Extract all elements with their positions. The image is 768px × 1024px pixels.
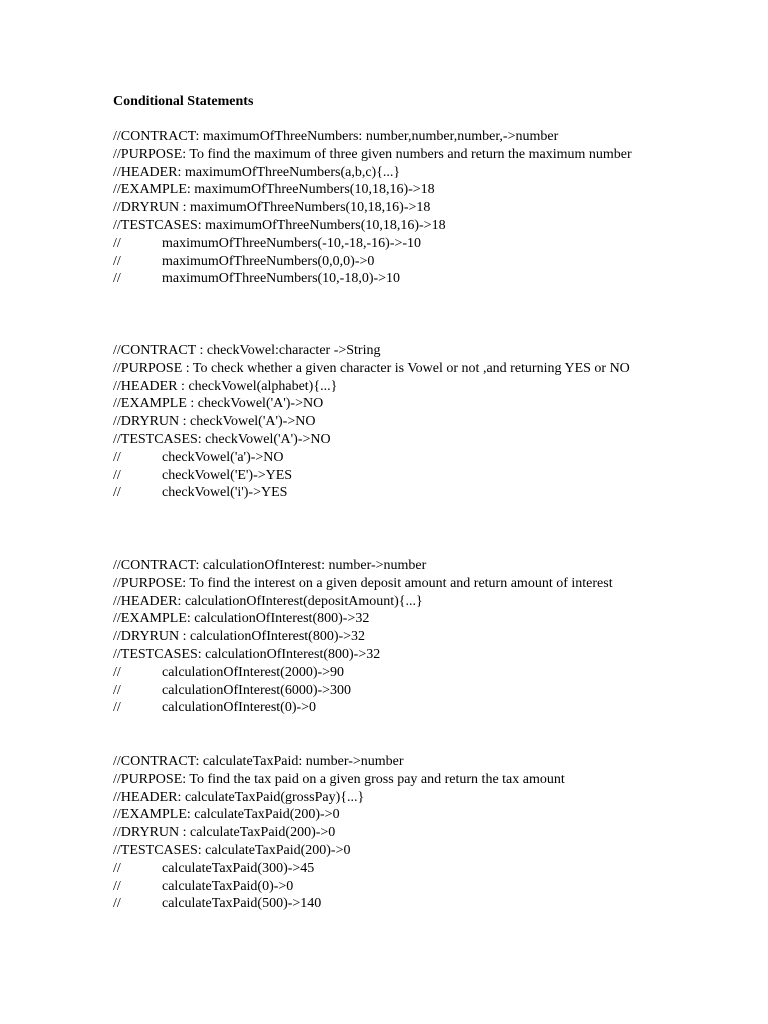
test-case-text: checkVowel('E')->YES <box>162 467 293 483</box>
testcases-line: //TESTCASES: calculationOfInterest(800)->32 <box>113 646 381 662</box>
contract-line: //CONTRACT: calculateTaxPaid: number->number <box>113 754 404 769</box>
function-block-maximum-of-three-numbers <box>113 128 643 288</box>
dryrun-line: //DRYRUN : calculateTaxPaid(200)->0 <box>113 825 336 841</box>
test-case-text: calculateTaxPaid(300)->45 <box>162 860 315 876</box>
purpose-line: //PURPOSE: To find the maximum of three given numbers and return the maximum number <box>113 146 632 162</box>
test-case-line <box>113 682 643 700</box>
test-case-line <box>113 699 643 717</box>
test-case-line <box>113 895 643 913</box>
comment-prefix: // <box>113 449 121 465</box>
comment-prefix: // <box>113 253 121 269</box>
dryrun-line: //DRYRUN : checkVowel('A')->NO <box>113 414 316 430</box>
contract-line: //CONTRACT: maximumOfThreeNumbers: number,number,number,->number <box>113 129 559 144</box>
test-case-text: maximumOfThreeNumbers(0,0,0)->0 <box>162 253 375 269</box>
example-line: //EXAMPLE: calculationOfInterest(800)->32 <box>113 611 370 627</box>
example-line: //EXAMPLE: maximumOfThreeNumbers(10,18,16)->18 <box>113 182 435 198</box>
comment-prefix: // <box>113 664 121 680</box>
test-case-text: maximumOfThreeNumbers(10,-18,0)->10 <box>162 271 401 287</box>
test-case-text: checkVowel('a')->NO <box>162 449 284 465</box>
header-line: //HEADER : checkVowel(alphabet){...} <box>113 378 338 394</box>
comment-prefix: // <box>113 682 121 698</box>
testcases-line: //TESTCASES: checkVowel('A')->NO <box>113 431 331 447</box>
comment-prefix: // <box>113 271 121 287</box>
example-line: //EXAMPLE : checkVowel('A')->NO <box>113 396 324 412</box>
test-case-text: calculationOfInterest(6000)->300 <box>162 682 352 698</box>
function-block-calculate-tax-paid <box>113 753 643 913</box>
comment-prefix: // <box>113 860 121 876</box>
purpose-line: //PURPOSE : To check whether a given character is Vowel or not ,and returning YES or NO <box>113 360 630 376</box>
test-case-text: checkVowel('i')->YES <box>162 485 288 501</box>
comment-prefix: // <box>113 235 121 251</box>
test-case-line <box>113 253 643 271</box>
purpose-line: //PURPOSE: To find the interest on a given deposit amount and return amount of interest <box>113 575 613 591</box>
testcases-line: //TESTCASES: maximumOfThreeNumbers(10,18,16)->18 <box>113 217 446 233</box>
test-case-text: maximumOfThreeNumbers(-10,-18,-16)->-10 <box>162 235 422 251</box>
test-case-text: calculateTaxPaid(0)->0 <box>162 878 294 894</box>
test-case-line <box>113 860 643 878</box>
test-case-text: calculationOfInterest(2000)->90 <box>162 664 345 680</box>
function-block-calculation-of-interest <box>113 557 643 717</box>
comment-prefix: // <box>113 878 121 894</box>
testcases-line: //TESTCASES: calculateTaxPaid(200)->0 <box>113 842 351 858</box>
comment-prefix: // <box>113 700 121 716</box>
test-case-line <box>113 664 643 682</box>
test-case-line <box>113 467 643 485</box>
contract-line: //CONTRACT: calculationOfInterest: number->number <box>113 558 427 573</box>
test-case-text: calculateTaxPaid(500)->140 <box>162 896 322 912</box>
document-title: Conditional Statements <box>113 94 254 109</box>
header-line: //HEADER: calculationOfInterest(depositAmount){...} <box>113 593 423 609</box>
test-case-line <box>113 449 643 467</box>
test-case-line <box>113 270 643 288</box>
function-block-check-vowel <box>113 342 643 502</box>
comment-prefix: // <box>113 467 121 483</box>
header-line: //HEADER: calculateTaxPaid(grossPay){...} <box>113 789 365 805</box>
test-case-line <box>113 878 643 896</box>
test-case-line <box>113 235 643 253</box>
example-line: //EXAMPLE: calculateTaxPaid(200)->0 <box>113 807 340 823</box>
dryrun-line: //DRYRUN : maximumOfThreeNumbers(10,18,16)->18 <box>113 200 431 216</box>
comment-prefix: // <box>113 896 121 912</box>
contract-line: //CONTRACT : checkVowel:character ->String <box>113 343 381 358</box>
test-case-line <box>113 484 643 502</box>
purpose-line: //PURPOSE: To find the tax paid on a given gross pay and return the tax amount <box>113 771 565 787</box>
dryrun-line: //DRYRUN : calculationOfInterest(800)->32 <box>113 629 366 645</box>
comment-prefix: // <box>113 485 121 501</box>
header-line: //HEADER: maximumOfThreeNumbers(a,b,c){...} <box>113 164 401 180</box>
test-case-text: calculationOfInterest(0)->0 <box>162 700 317 716</box>
